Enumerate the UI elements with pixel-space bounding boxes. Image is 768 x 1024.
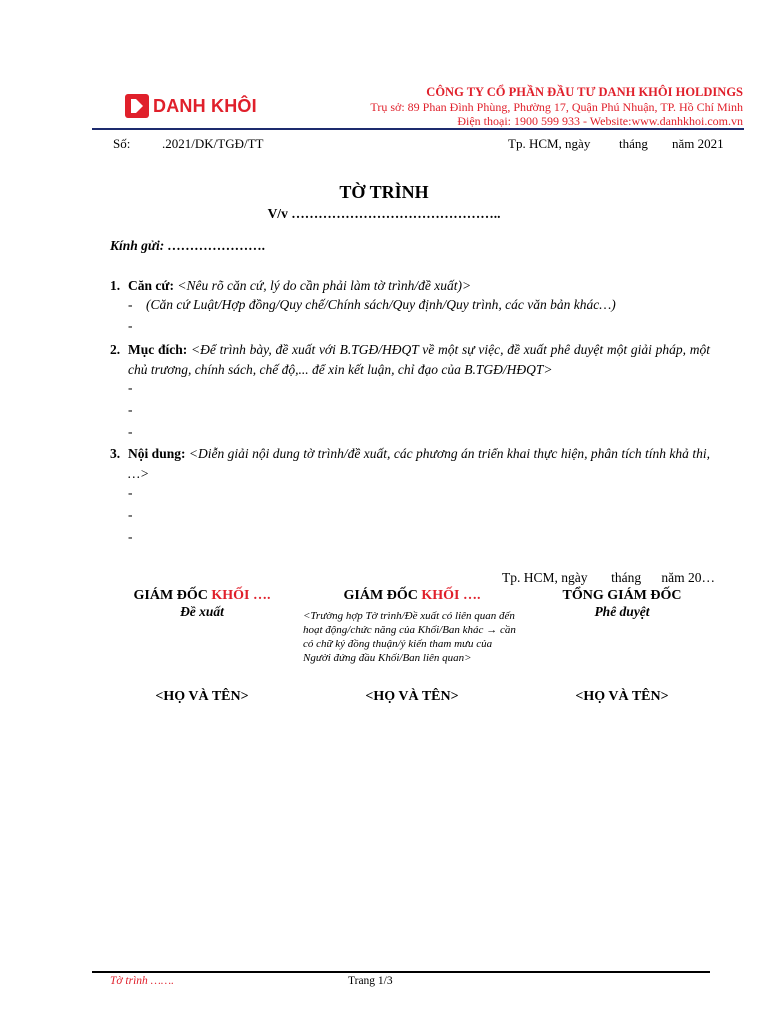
bullet-dash: -: [128, 485, 133, 500]
signature-date-line: Tp. HCM, ngày tháng năm 20…: [502, 570, 715, 585]
signature-col-1: [92, 588, 312, 620]
document-title: TỜ TRÌNH: [339, 182, 429, 202]
page-number: Trang 1/3: [348, 975, 393, 987]
section-label: Mục đích:: [128, 342, 188, 357]
company-info: [370, 85, 743, 129]
footer-rule: [92, 971, 710, 973]
bullet-dash: -: [128, 424, 133, 439]
section-2: [110, 340, 710, 380]
bullet-dash: -: [128, 507, 133, 522]
so-value: .2021/DK/TGĐ/TT: [162, 136, 264, 151]
header-rule: [92, 128, 744, 130]
section-number: 3.: [110, 446, 121, 461]
recipient-line: [110, 238, 265, 254]
subject-line: V/v ………………………………………..: [267, 206, 501, 221]
bullet-dash: -: [128, 380, 133, 395]
signer-title: GIÁM ĐỐC KHỐI ….: [343, 588, 481, 603]
logo-icon: [125, 94, 149, 118]
section-label: Nội dung:: [128, 446, 186, 461]
company-address: Trụ sở: 89 Phan Đình Phùng, Phường 17, Quận Phú Nhuận, TP. Hồ Chí Minh: [370, 99, 743, 114]
signer-role: Đề xuất: [180, 604, 224, 619]
section-1: [110, 276, 710, 296]
section-number: 2.: [110, 342, 121, 357]
section-text: <Nêu rõ căn cứ, lý do cần phải làm tờ trình/đề xuất)>: [177, 278, 472, 293]
section-label: Căn cứ:: [128, 278, 174, 293]
section-text: <Để trình bày, đề xuất với B.TGĐ/HĐQT về một sự việc, đề xuất phê duyệt một giải pháp, một chủ trương, chính sách, chế độ,... để xin kết luận, chỉ đạo của B.TGĐ/HĐQT>: [128, 342, 711, 377]
place-date: Tp. HCM, ngày: [508, 136, 591, 151]
section-number: 1.: [110, 278, 121, 293]
signer-role: Phê duyệt: [594, 604, 650, 619]
signer-name-1: <HỌ VÀ TÊN>: [155, 689, 249, 704]
date-month: tháng: [619, 136, 648, 151]
logo-text: DANH KHÔI: [153, 95, 257, 116]
company-logo: [125, 94, 257, 118]
signature-col-2: [302, 588, 522, 604]
bullet-dash: -: [128, 529, 133, 544]
footer-doc-label: Tờ trình …….: [110, 975, 174, 987]
bullet-dash: -: [128, 318, 133, 333]
bullet-dash: -: [128, 402, 133, 417]
signature-col-3: [512, 588, 732, 620]
so-label: Số:: [113, 136, 131, 151]
bullet-dash: -: [128, 297, 133, 312]
signer-title: TỔNG GIÁM ĐỐC: [562, 588, 682, 603]
date-year: năm 2021: [672, 136, 724, 151]
company-contact: Điện thoại: 1900 599 933 - Website:www.danhkhoi.com.vn: [457, 114, 743, 128]
section-3: [110, 444, 710, 484]
signer-title: GIÁM ĐỐC KHỐI ….: [133, 588, 271, 603]
bullet-text: (Căn cứ Luật/Hợp đồng/Quy chế/Chính sách/Quy định/Quy trình, các văn bản khác…): [146, 297, 616, 312]
signer-name-3: <HỌ VÀ TÊN>: [575, 689, 669, 704]
company-name: CÔNG TY CỔ PHẦN ĐẦU TƯ DANH KHÔI HOLDINGS: [426, 85, 743, 99]
signer-note: <Trường hợp Tờ trình/Đề xuất có liên quan đến hoạt động/chức năng của Khối/Ban khác → cần có chữ ký đồng thuận/ý kiến tham mưu của Người đứng đầu Khối/Ban liên quan>: [303, 610, 516, 664]
recipient-text: Kính gửi: ………………….: [110, 238, 266, 253]
signer-name-2: <HỌ VÀ TÊN>: [365, 689, 459, 704]
section-text: <Diễn giải nội dung tờ trình/đề xuất, các phương án triển khai thực hiện, phân tích tính khả thi, …>: [128, 446, 710, 481]
